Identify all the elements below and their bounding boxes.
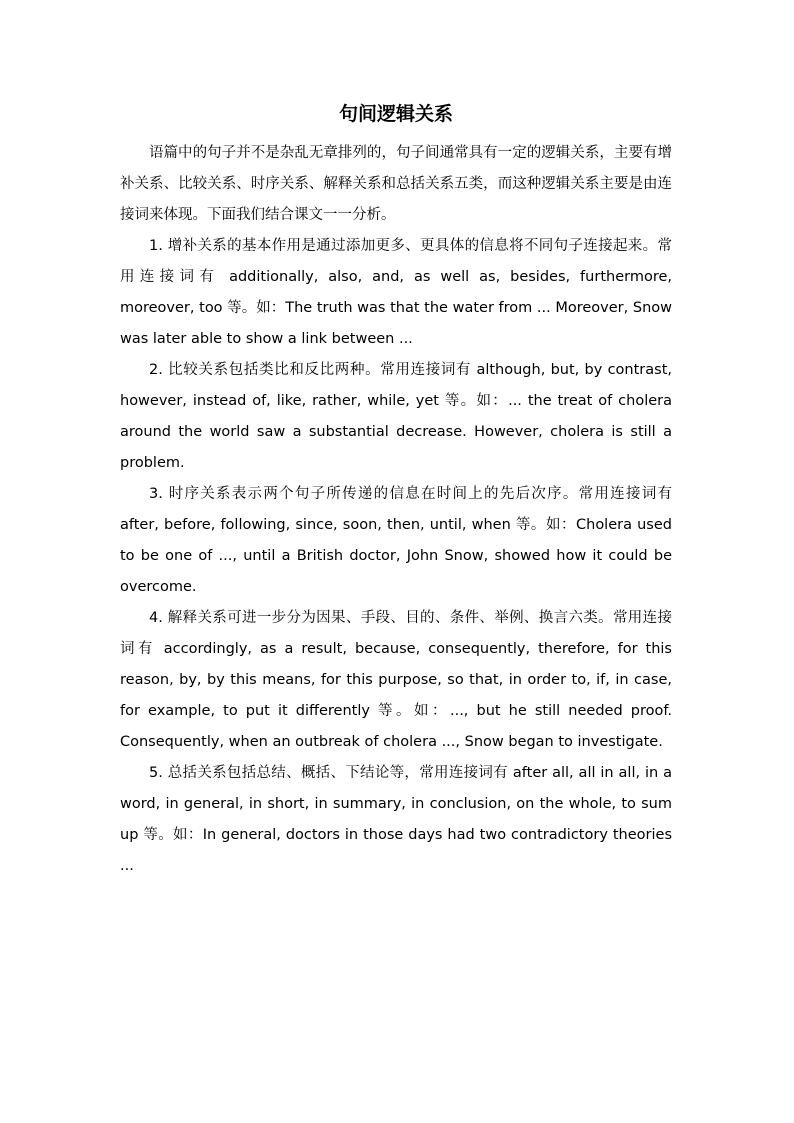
section-explanatory: 4. 解释关系可进一步分为因果、手段、目的、条件、举例、换言六类。常用连接词有 accordingly, as a result, because, consequently, therefore, for this reason, by, by this means, for this purpose, so that, in order to, if, in case, for example, to put it differently 等。如：..., but he still needed proof. Consequently, when an outbreak of cholera ..., Snow began to investigate. <box>120 610 672 750</box>
section-additive: 1. 增补关系的基本作用是通过添加更多、更具体的信息将不同句子连接起来。常用连接词有 additionally, also, and, as well as, besides, furthermore, moreover, too 等。如：The truth was that the water from ... Moreover, Snow was later able to show a link between ... <box>120 238 672 347</box>
section-comparative: 2. 比较关系包括类比和反比两种。常用连接词有 although, but, by contrast, however, instead of, like, rather, while, yet 等。如：... the treat of cholera around the world saw a substantial decrease. However, cholera is still a problem. <box>120 362 672 471</box>
document-page <box>120 100 672 882</box>
document-title: 句间逻辑关系 <box>338 103 453 125</box>
intro-paragraph: 语篇中的句子并不是杂乱无章排列的，句子间通常具有一定的逻辑关系，主要有增补关系、比较关系、时序关系、解释关系和总括关系五类，而这种逻辑关系主要是由连接词来体现。下面我们结合课文一一分析。 <box>120 145 672 223</box>
section-temporal: 3. 时序关系表示两个句子所传递的信息在时间上的先后次序。常用连接词有 after, before, following, since, soon, then, until, when 等。如：Cholera used to be one of ..., until a British doctor, John Snow, showed how it could be overcome. <box>120 486 672 595</box>
section-summary: 5. 总括关系包括总结、概括、下结论等，常用连接词有 after all, all in all, in a word, in general, in short, in summary, in conclusion, on the whole, to sum up 等。如：In general, doctors in those days had two contradictory theories ... <box>120 765 672 874</box>
